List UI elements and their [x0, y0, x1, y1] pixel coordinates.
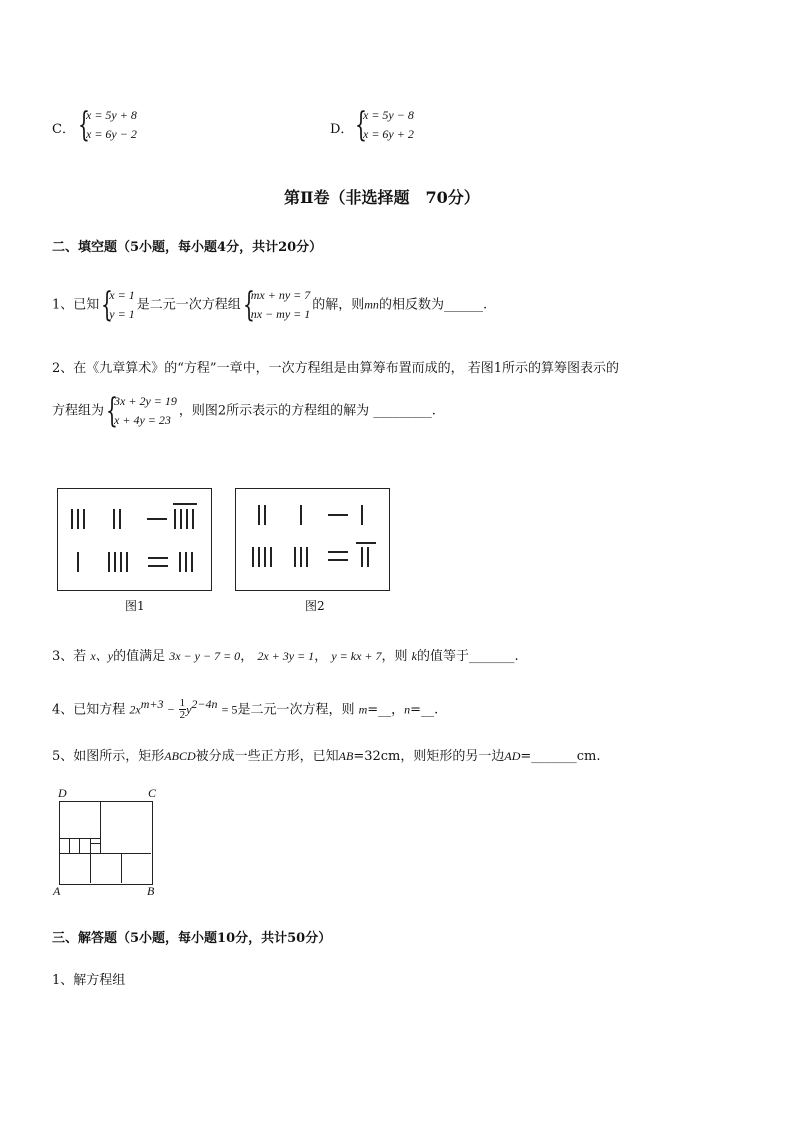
rod: [258, 505, 260, 525]
q4-term-b: y: [186, 702, 192, 717]
q5-text3: =32cm，则矩形的另一边: [353, 749, 505, 764]
rod: [328, 514, 348, 516]
rod: [173, 503, 197, 505]
rod: [114, 552, 116, 572]
q4-exp-a: m+3: [140, 697, 164, 711]
q3-prefix: 3、若: [52, 649, 87, 664]
brace-icon: {: [106, 391, 118, 431]
q4-frac-num: 1: [179, 697, 186, 710]
brace-icon: {: [355, 105, 367, 145]
q5-abcd: ABCD: [164, 749, 196, 763]
section3-title: 三、解答题（5小题，每小题10分，共计50分）: [52, 931, 332, 946]
option-c-system: [78, 106, 137, 144]
option-d: [330, 118, 353, 137]
question-2-line2: [52, 392, 436, 430]
q1-tail2: 的相反数为______.: [378, 297, 488, 313]
rod: [328, 551, 348, 553]
question-5: [52, 745, 601, 764]
option-d-system: [355, 106, 414, 144]
rod: [83, 509, 85, 529]
q3-k: k: [411, 649, 417, 663]
q4-tail1: 是二元一次方程，则: [237, 702, 355, 718]
q3-eq2: 2x + 3y = 1: [257, 649, 315, 663]
brace-icon: {: [242, 285, 255, 325]
rod: [77, 509, 79, 529]
q2-eq2: x + 4y = 23: [114, 413, 171, 427]
rod: [192, 509, 194, 529]
rod: [264, 505, 266, 525]
rod: [113, 509, 115, 529]
rod: [148, 557, 168, 559]
q5-ad: AD: [504, 749, 521, 763]
rod: [300, 505, 302, 525]
square-edge: [79, 838, 80, 853]
q4-tail3: =__.: [410, 702, 439, 718]
rod: [258, 547, 260, 567]
q4-prefix: 4、已知方程: [52, 702, 126, 718]
square-edge: [121, 853, 122, 883]
option-c-label: C．: [52, 122, 75, 137]
section2-title: 二、填空题（5小题，每小题4分，共计20分）: [52, 240, 323, 255]
rod: [174, 509, 176, 529]
option-d-eq2: x = 6y + 2: [363, 127, 414, 141]
q4-fraction: [179, 698, 187, 721]
q2-tail: ，则图2所示表示的方程组的解为 _________.: [178, 403, 436, 419]
square-edge: [100, 801, 101, 854]
q3-eq1: 3x − y − 7 = 0: [169, 649, 241, 663]
label-c: C: [148, 786, 157, 800]
square-edge: [59, 853, 151, 854]
option-c-eq1: x = 5y + 8: [86, 108, 137, 122]
brace-icon: {: [101, 285, 114, 325]
square-edge: [90, 838, 91, 883]
rod: [306, 547, 308, 567]
q2-prefix: 方程组为: [52, 403, 105, 419]
rod: [126, 552, 128, 572]
rod: [185, 552, 187, 572]
rod: [180, 509, 182, 529]
rod: [186, 509, 188, 529]
q3-tail1: ，则: [381, 649, 408, 664]
q1-sys1-eq2: y = 1: [109, 307, 135, 321]
question-1: [52, 286, 487, 324]
rod: [294, 547, 296, 567]
q1-prefix: 1、已知: [52, 297, 100, 313]
q1-sys2-eq2: nx − my = 1: [250, 307, 311, 321]
rod: [119, 509, 121, 529]
option-c: [52, 118, 75, 137]
q4-term-c: = 5: [221, 702, 238, 717]
figure-2-caption: 图2: [305, 599, 325, 613]
q5-text2: 被分成一些正方形，已知: [195, 749, 339, 764]
q4-minus: −: [167, 702, 175, 717]
q4-m: m: [358, 702, 368, 717]
rod: [148, 565, 168, 567]
rod: [191, 552, 193, 572]
question-2-line1: 2、在《九章算术》的“方程”一章中，一次方程组是由算筹布置而成的， 若图1所示的算筹图表示的: [52, 361, 619, 376]
rod: [120, 552, 122, 572]
q3-vars: x、y: [90, 649, 114, 663]
figure-1-caption: 图1: [125, 599, 145, 613]
rod: [108, 552, 110, 572]
part2-title: 第Ⅱ卷（非选择题 70分）: [284, 188, 480, 207]
rod: [300, 547, 302, 567]
rod: [361, 547, 363, 567]
option-c-eq2: x = 6y − 2: [86, 127, 137, 141]
rod: [179, 552, 181, 572]
q5-ab: AB: [338, 749, 354, 763]
q1-tail1: 的解，则: [312, 297, 365, 313]
rod: [147, 518, 167, 520]
q4-frac-den: 2: [179, 709, 186, 722]
q4-n: n: [404, 702, 411, 717]
q3-tail2: 的值等于_______.: [417, 649, 519, 664]
rod: [328, 559, 348, 561]
question-solve-1: 1、解方程组: [52, 973, 126, 988]
q5-text4: =_______cm.: [520, 749, 601, 764]
q4-tail2: =__，: [367, 702, 405, 718]
q4-exp-b: 2−4n: [191, 697, 218, 711]
figure-2-counting-rods: [235, 488, 390, 591]
q1-sys1-eq1: x = 1: [109, 288, 135, 302]
q3-eq3: y = kx + 7: [331, 649, 382, 663]
figure-1-counting-rods: [57, 488, 212, 591]
q1-sys2-eq1: mx + ny = 7: [250, 288, 311, 302]
q1-var: mn: [364, 297, 379, 312]
rod: [252, 547, 254, 567]
square-edge: [90, 843, 101, 844]
q2-eq1: 3x + 2y = 19: [114, 394, 177, 408]
rod: [77, 552, 79, 572]
rod: [264, 547, 266, 567]
q1-mid: 是二元一次方程组: [136, 297, 241, 313]
rod: [356, 542, 376, 544]
rod: [361, 505, 363, 525]
rectangle-abcd: [59, 801, 153, 885]
label-d: D: [58, 786, 67, 800]
q3-mid: 的值满足: [113, 649, 166, 664]
question-3: 3、若 x、y的值满足 3x − y − 7 = 0， 2x + 3y = 1， y = kx + 7，则 k的值等于_______.: [52, 649, 519, 664]
brace-icon: {: [78, 105, 90, 145]
square-edge: [69, 838, 70, 853]
square-edge: [59, 838, 101, 839]
q4-term-a: 2x: [129, 702, 141, 717]
rod: [270, 547, 272, 567]
option-d-eq1: x = 5y − 8: [363, 108, 414, 122]
label-a: A: [53, 884, 61, 898]
question-4: [52, 690, 438, 724]
label-b: B: [147, 884, 155, 898]
rod: [71, 509, 73, 529]
q5-text1: 5、如图所示，矩形: [52, 749, 165, 764]
rod: [367, 547, 369, 567]
option-d-label: D．: [330, 122, 354, 137]
